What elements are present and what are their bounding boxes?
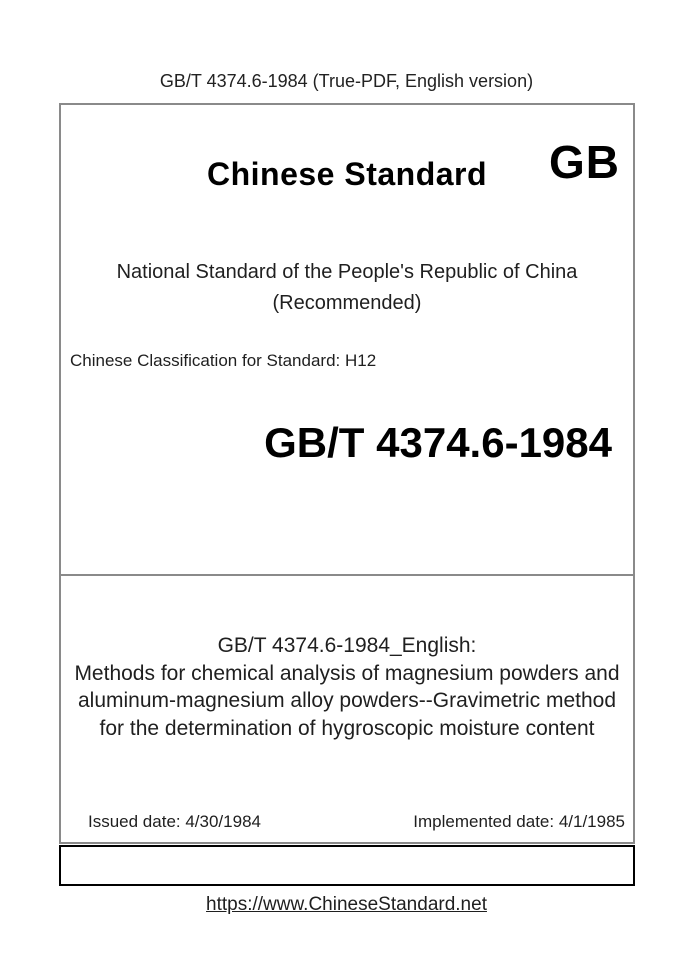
title-line-2: Methods for chemical analysis of magnesium powders and [74,661,620,685]
gb-logo: GB [549,136,620,188]
national-standard-line: National Standard of the People's Republic of China [116,261,578,283]
recommended-line: (Recommended) [272,292,422,314]
title-line-1: GB/T 4374.6-1984_English: [217,634,477,657]
implemented-date: Implemented date: 4/1/1985 [413,812,625,831]
brand-title: Chinese Standard [206,156,488,192]
footer [0,894,693,916]
empty-barcode-box [59,845,635,886]
standard-title-block [61,632,633,742]
classification-line: Chinese Classification for Standard: H12 [70,351,377,370]
title-line-3: aluminum-magnesium alloy powders--Gravimetric method [77,689,616,712]
page-header-text: GB/T 4374.6-1984 (True-PDF, English version) [159,71,534,91]
footer-website-link[interactable]: https://www.ChineseStandard.net [206,894,487,915]
cover-box [59,103,635,844]
issued-date: Issued date: 4/30/1984 [88,812,261,831]
standard-code: GB/T 4374.6-1984 [264,419,612,466]
section-divider [59,574,635,576]
title-line-4: for the determination of hygroscopic moisture content [99,716,595,740]
